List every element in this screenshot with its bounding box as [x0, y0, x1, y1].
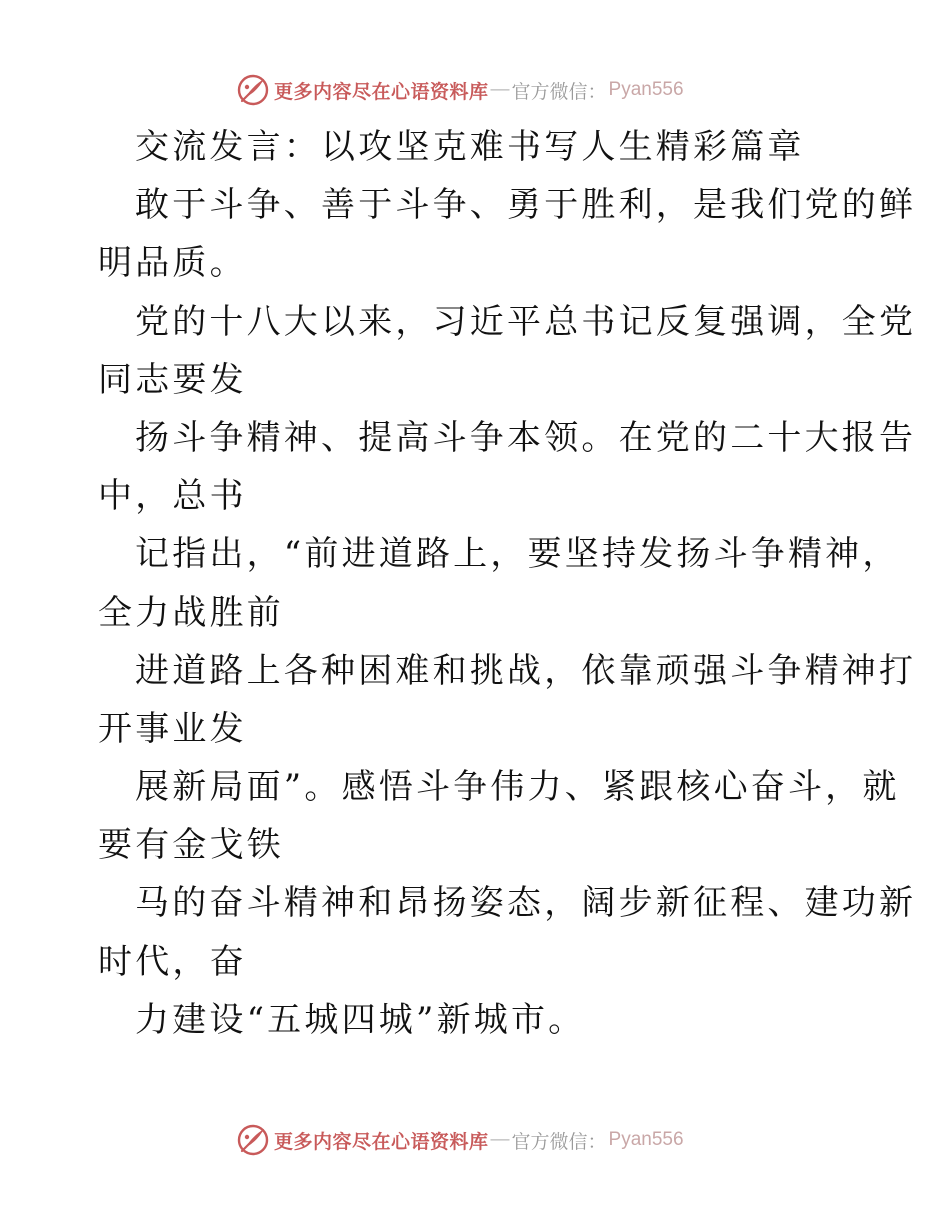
paragraph-line: 要有金戈铁 — [98, 825, 284, 866]
banner-wechat-label: 官方微信： — [511, 1130, 607, 1153]
paragraph-line: 进道路上各种困难和挑战，依靠顽强斗争精神打 — [135, 650, 917, 691]
banner-wechat-id: Pyan556 — [608, 79, 684, 100]
feather-pen-logo-icon — [236, 73, 270, 107]
document-title: 交流发言：以攻坚克难书写人生精彩篇章 — [135, 127, 805, 167]
paragraph-line: 力建设“五城四城”新城市。 — [135, 999, 586, 1040]
banner-title: 更多内容尽在心语资料库 — [274, 80, 489, 103]
paragraph-line: 同志要发 — [98, 359, 247, 400]
paragraph-line: 明品质。 — [98, 243, 247, 284]
paragraph-line: 党的十八大以来，习近平总书记反复强调，全党 — [135, 301, 917, 342]
banner-wechat-id: Pyan556 — [608, 1129, 684, 1150]
feather-pen-logo-icon — [236, 1123, 270, 1157]
paragraph-line: 开事业发 — [98, 708, 247, 749]
paragraph-line: 全力战胜前 — [98, 592, 284, 633]
banner-title: 更多内容尽在心语资料库 — [274, 1130, 489, 1153]
banner-wechat-label: 官方微信： — [511, 80, 607, 103]
footer-banner — [236, 1123, 684, 1157]
banner-dash: — — [490, 1129, 510, 1150]
paragraph-line: 敢于斗争、善于斗争、勇于胜利，是我们党的鲜 — [135, 185, 917, 226]
paragraph-line: 马的奋斗精神和昂扬姿态，阔步新征程、建功新 — [135, 883, 917, 924]
header-banner — [236, 73, 684, 107]
paragraph-line: 展新局面”。感悟斗争伟力、紧跟核心奋斗，就 — [135, 767, 900, 808]
paragraph-line: 时代，奋 — [98, 941, 247, 982]
paragraph-line: 扬斗争精神、提高斗争本领。在党的二十大报告 — [135, 417, 917, 458]
paragraph-line: 记指出，“前进道路上，要坚持发扬斗争精神， — [135, 534, 900, 575]
banner-dash: — — [490, 79, 510, 100]
paragraph-line: 中，总书 — [98, 476, 247, 517]
document-body — [98, 118, 917, 1049]
